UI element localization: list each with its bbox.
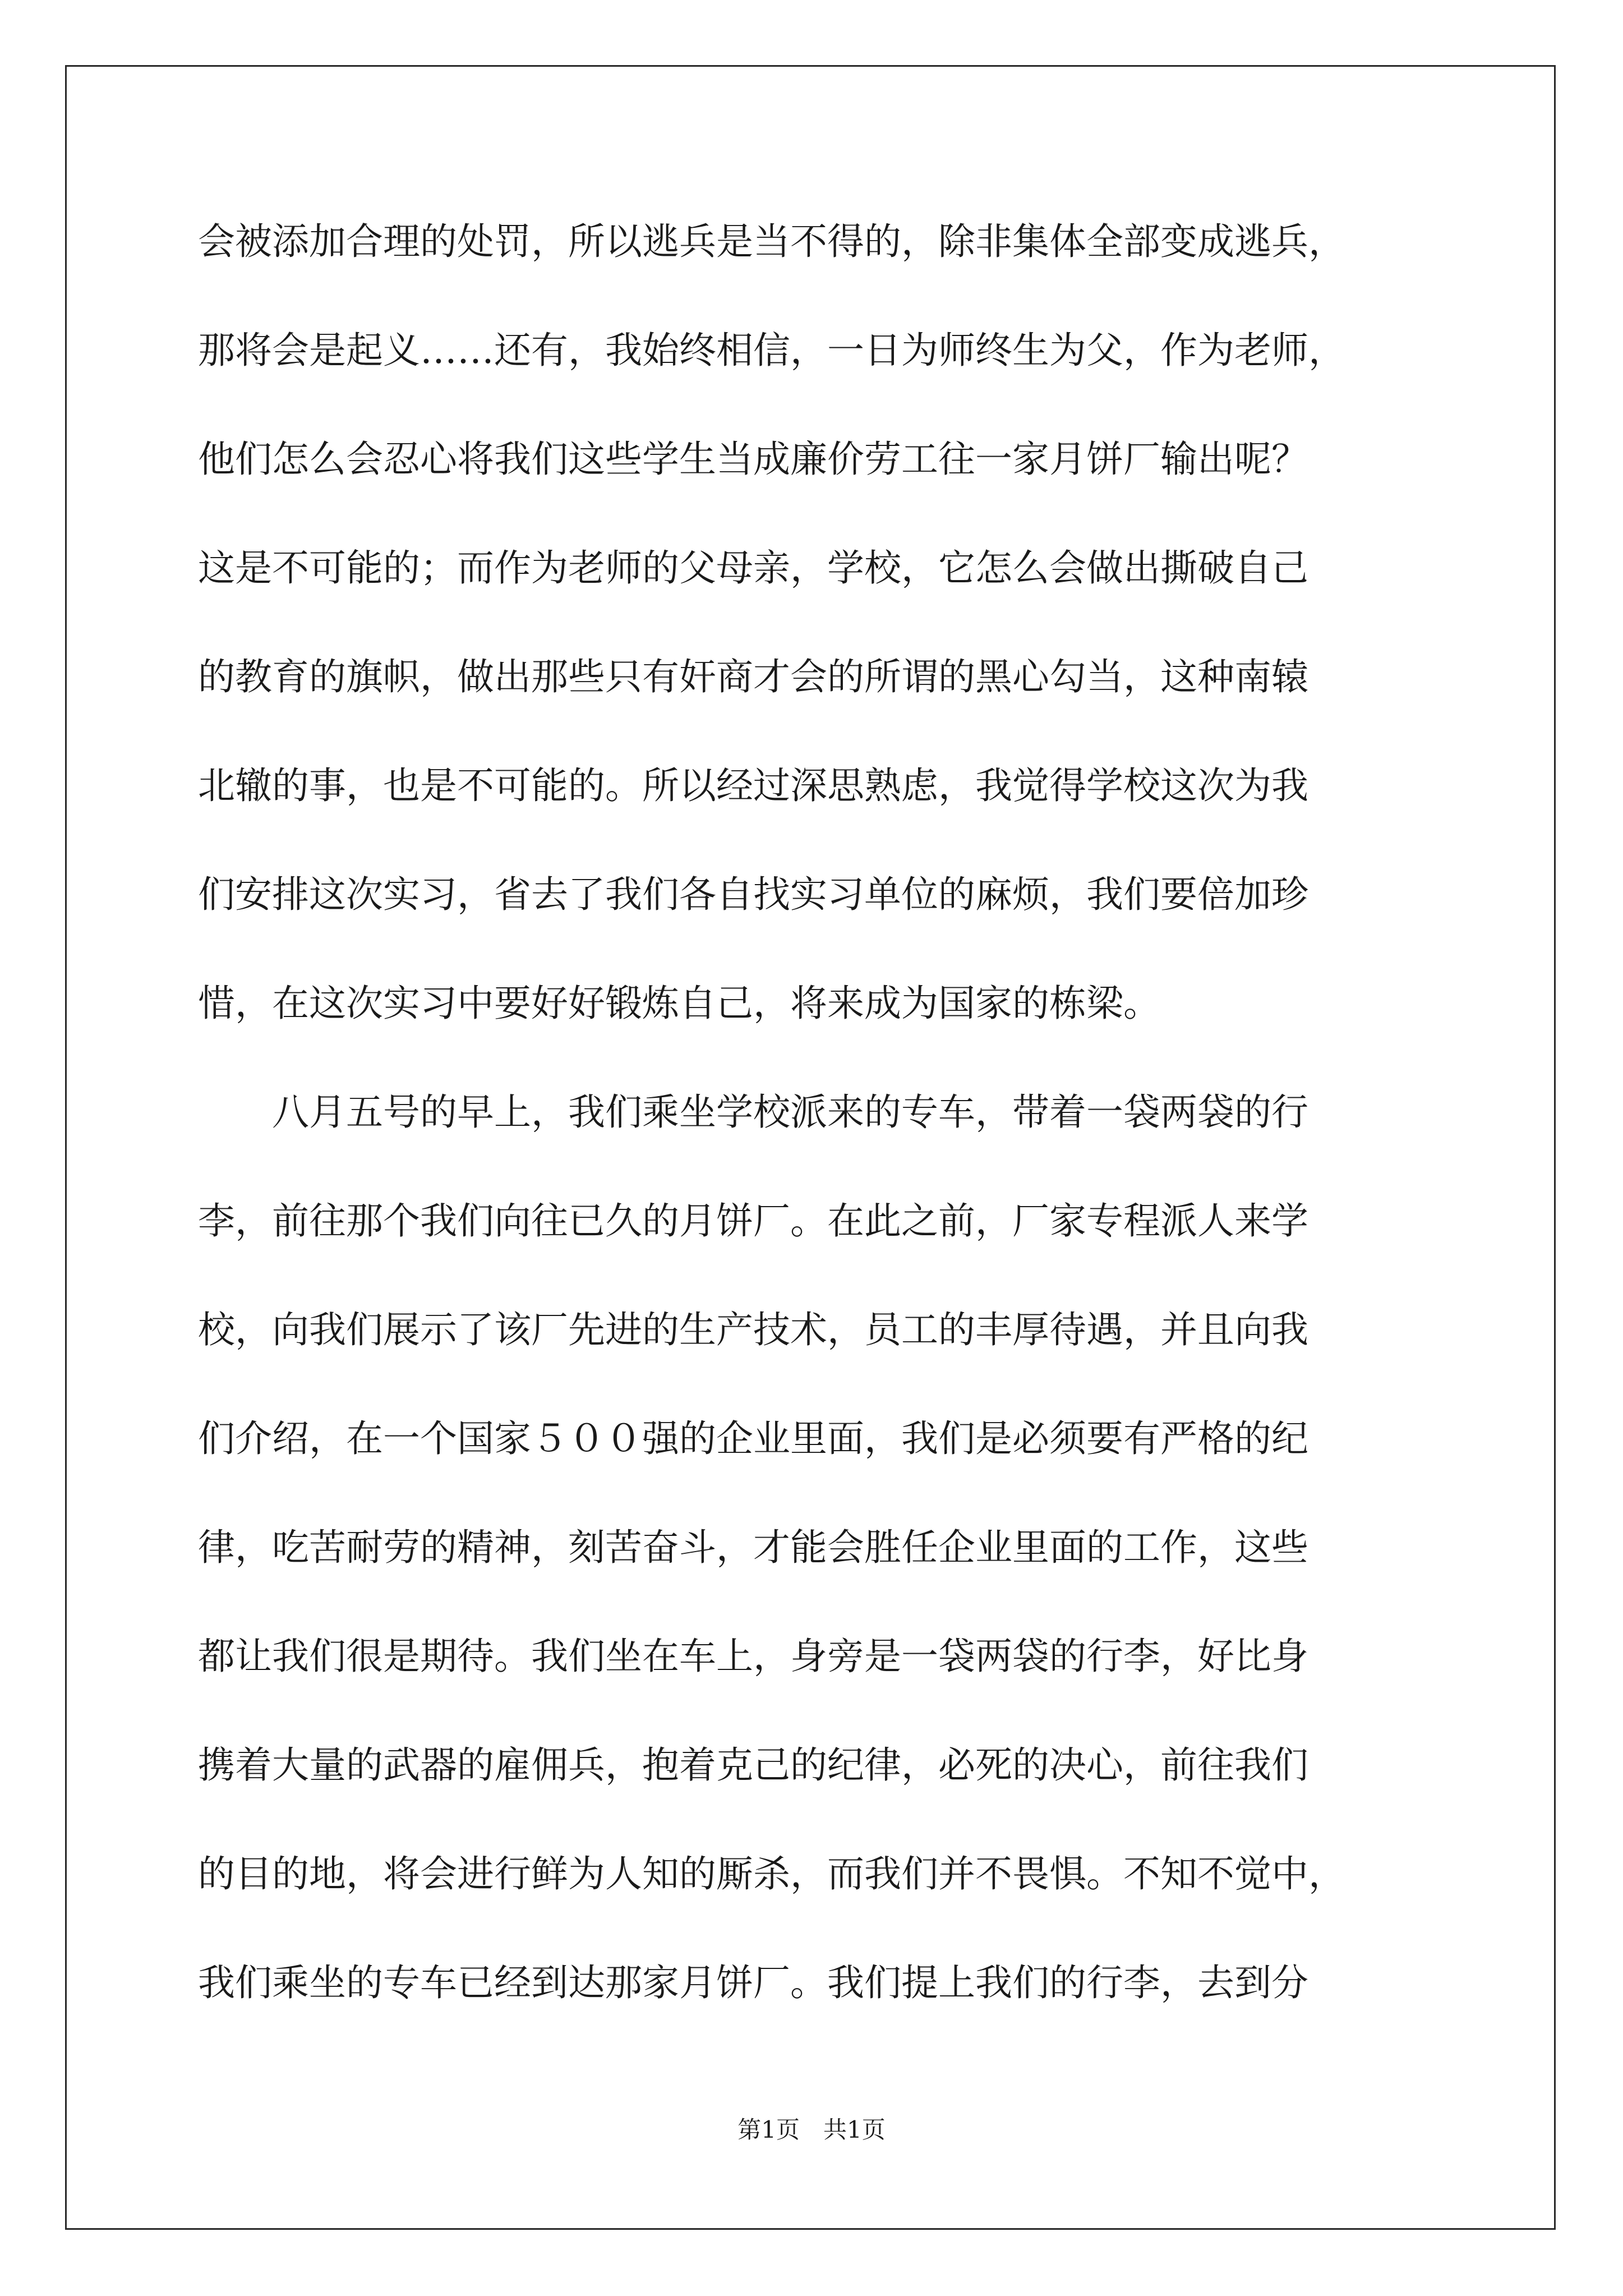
text-line: 的目的地，将会进行鲜为人知的厮杀，而我们并不畏惧。不知不觉中， xyxy=(198,1854,1345,1895)
text-line: 这是不可能的；而作为老师的父母亲，学校，它怎么会做出撕破自己 xyxy=(198,548,1308,590)
text-line: 携着大量的武器的雇佣兵，抱着克己的纪律，必死的决心，前往我们 xyxy=(198,1745,1308,1787)
text-line: 们介绍，在一个国家５００强的企业里面，我们是必须要有严格的纪 xyxy=(198,1419,1308,1460)
text-line: 李，前往那个我们向往已久的月饼厂。在此之前，厂家专程派人来学 xyxy=(198,1201,1308,1243)
text-line: 校，向我们展示了该厂先进的生产技术，员工的丰厚待遇，并且向我 xyxy=(198,1310,1308,1351)
text-line: 律，吃苦耐劳的精神，刻苦奋斗，才能会胜任企业里面的工作，这些 xyxy=(198,1527,1308,1569)
text-line: 我们乘坐的专车已经到达那家月饼厂。我们提上我们的行李，去到分 xyxy=(198,1963,1308,2004)
text-line: 的教育的旗帜，做出那些只有奸商才会的所谓的黑心勾当，这种南辕 xyxy=(198,657,1308,698)
text-line: 他们怎么会忍心将我们这些学生当成廉价劳工往一家月饼厂输出呢？ xyxy=(198,439,1308,481)
text-line: 北辙的事，也是不可能的。所以经过深思熟虑，我觉得学校这次为我 xyxy=(198,766,1308,807)
page-footer: 第1页 共1页 xyxy=(737,2116,886,2143)
text-line: 八月五号的早上，我们乘坐学校派来的专车，带着一袋两袋的行 xyxy=(272,1092,1308,1134)
text-line: 都让我们很是期待。我们坐在车上，身旁是一袋两袋的行李，好比身 xyxy=(198,1636,1308,1678)
body-text xyxy=(198,222,1432,2072)
text-line: 会被添加合理的处罚，所以逃兵是当不得的，除非集体全部变成逃兵， xyxy=(198,222,1345,263)
text-line: 们安排这次实习，省去了我们各自找实习单位的麻烦，我们要倍加珍 xyxy=(198,875,1308,916)
text-line: 惜，在这次实习中要好好锻炼自己，将来成为国家的栋梁。 xyxy=(198,983,1160,1025)
text-line: 那将会是起义……还有，我始终相信，一日为师终生为父，作为老师， xyxy=(198,330,1345,372)
